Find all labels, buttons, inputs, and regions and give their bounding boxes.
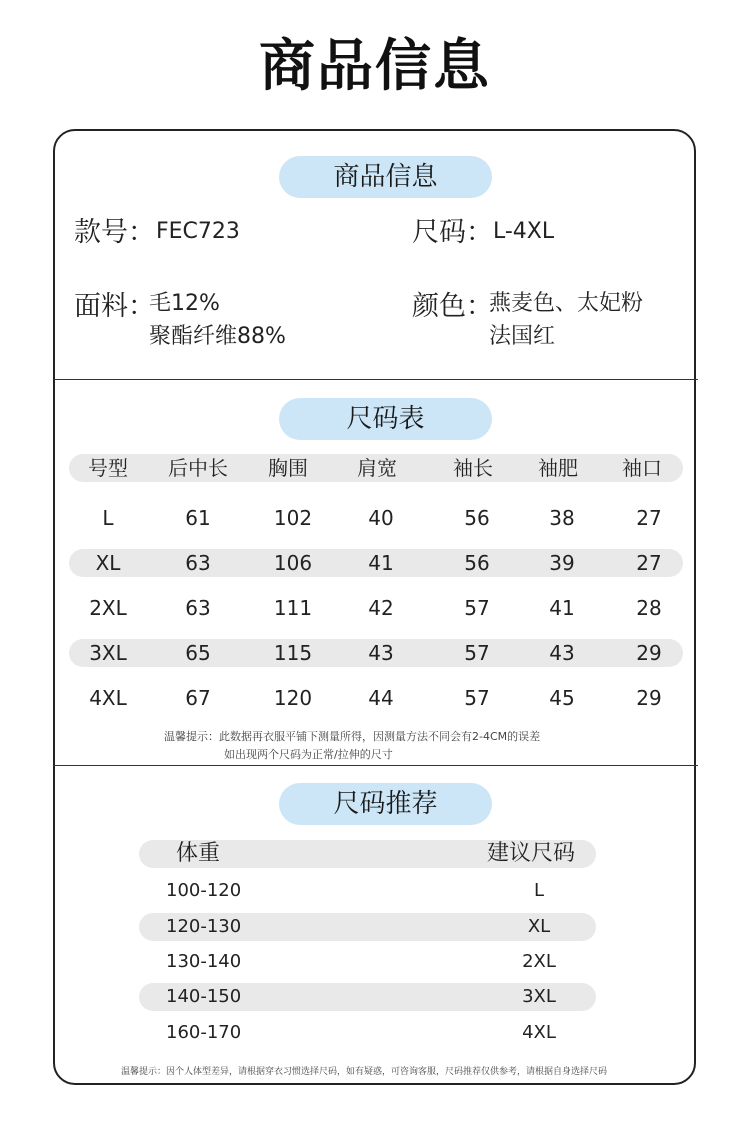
table-cell: 120-130 [166,916,242,937]
table-cell: 57 [464,686,490,710]
header-cell: 体重 [176,841,221,866]
table-cell: 4XL [522,1022,556,1043]
header-cell: 袖口 [622,456,662,480]
table-row [69,549,683,577]
table-cell: XL [527,916,551,937]
table-cell: 29 [636,686,662,710]
section-divider [53,765,698,766]
product-info-pill: 商品信息 [279,156,492,198]
table-cell: 57 [464,596,490,620]
recommend-note: 温馨提示：因个人体型差异，请根据穿衣习惯选择尺码，如有疑惑，可咨询客服，尺码推荐仅供参考，请根据自身选择尺码 [121,1067,608,1077]
table-cell: 42 [368,596,394,620]
table-cell: 65 [185,641,211,665]
fabric-label: 面料： [74,291,155,322]
table-cell: 41 [549,596,575,620]
fabric-value-2: 聚酯纤维88% [149,324,286,349]
table-cell: 106 [273,551,313,575]
table-cell: 40 [368,506,394,530]
recommend-header-row [139,840,596,868]
table-cell: L [533,880,545,901]
size-range-value: L-4XL [493,219,555,244]
style-number-value: FEC723 [156,219,240,244]
table-cell: 38 [549,506,575,530]
table-row [139,913,596,941]
size-recommend-pill: 尺码推荐 [279,783,492,825]
header-cell: 胸围 [268,456,308,480]
style-number-label: 款号： [74,217,155,248]
measurement-note-1: 温馨提示：此数据再衣服平铺下测量所得，因测量方法不同会有2-4CM的误差 [164,730,541,743]
table-cell: 140-150 [166,986,242,1007]
table-cell: 160-170 [166,1022,242,1043]
page-title: 商品信息 [259,34,491,99]
header-cell: 建议尺码 [487,841,576,866]
table-cell: 57 [464,641,490,665]
table-row [139,948,596,976]
table-cell: 130-140 [166,951,242,972]
section-divider [53,379,698,380]
header-cell: 袖长 [453,456,493,480]
table-cell: 111 [273,596,313,620]
table-cell: 4XL [89,686,127,710]
table-cell: 41 [368,551,394,575]
table-cell: 56 [464,551,490,575]
header-cell: 后中长 [168,456,228,480]
table-cell: 43 [549,641,575,665]
table-cell: 2XL [89,596,127,620]
table-row [69,684,683,712]
table-row [139,877,596,905]
header-cell: 袖肥 [538,456,578,480]
color-value-2: 法国红 [489,324,556,349]
table-cell: 27 [636,506,662,530]
header-cell: 肩宽 [357,456,397,480]
table-cell: 27 [636,551,662,575]
table-cell: 45 [549,686,575,710]
table-row [139,983,596,1011]
size-chart-pill: 尺码表 [279,398,492,440]
table-row [69,594,683,622]
table-row [69,504,683,532]
header-cell: 号型 [88,456,128,480]
color-label: 颜色： [412,291,493,322]
table-cell: 120 [273,686,313,710]
table-cell: 44 [368,686,394,710]
table-cell: 63 [185,551,211,575]
size-range-label: 尺码： [412,217,493,248]
table-cell: L [102,506,114,530]
table-cell: 28 [636,596,662,620]
table-row [69,639,683,667]
table-cell: 102 [273,506,313,530]
table-row [139,1019,596,1047]
table-cell: 63 [185,596,211,620]
table-cell: 29 [636,641,662,665]
table-cell: 3XL [89,641,127,665]
size-chart-header-row [69,454,683,482]
table-cell: XL [95,551,121,575]
table-cell: 100-120 [166,880,242,901]
table-cell: 56 [464,506,490,530]
table-cell: 3XL [522,986,556,1007]
table-cell: 61 [185,506,211,530]
table-cell: 43 [368,641,394,665]
table-cell: 39 [549,551,575,575]
measurement-note-2: 如出现两个尺码为正常/拉伸的尺寸 [224,748,393,761]
table-cell: 115 [273,641,313,665]
table-cell: 2XL [522,951,556,972]
table-cell: 67 [185,686,211,710]
color-value-1: 燕麦色、太妃粉 [489,291,644,316]
fabric-value-1: 毛12% [149,291,220,316]
